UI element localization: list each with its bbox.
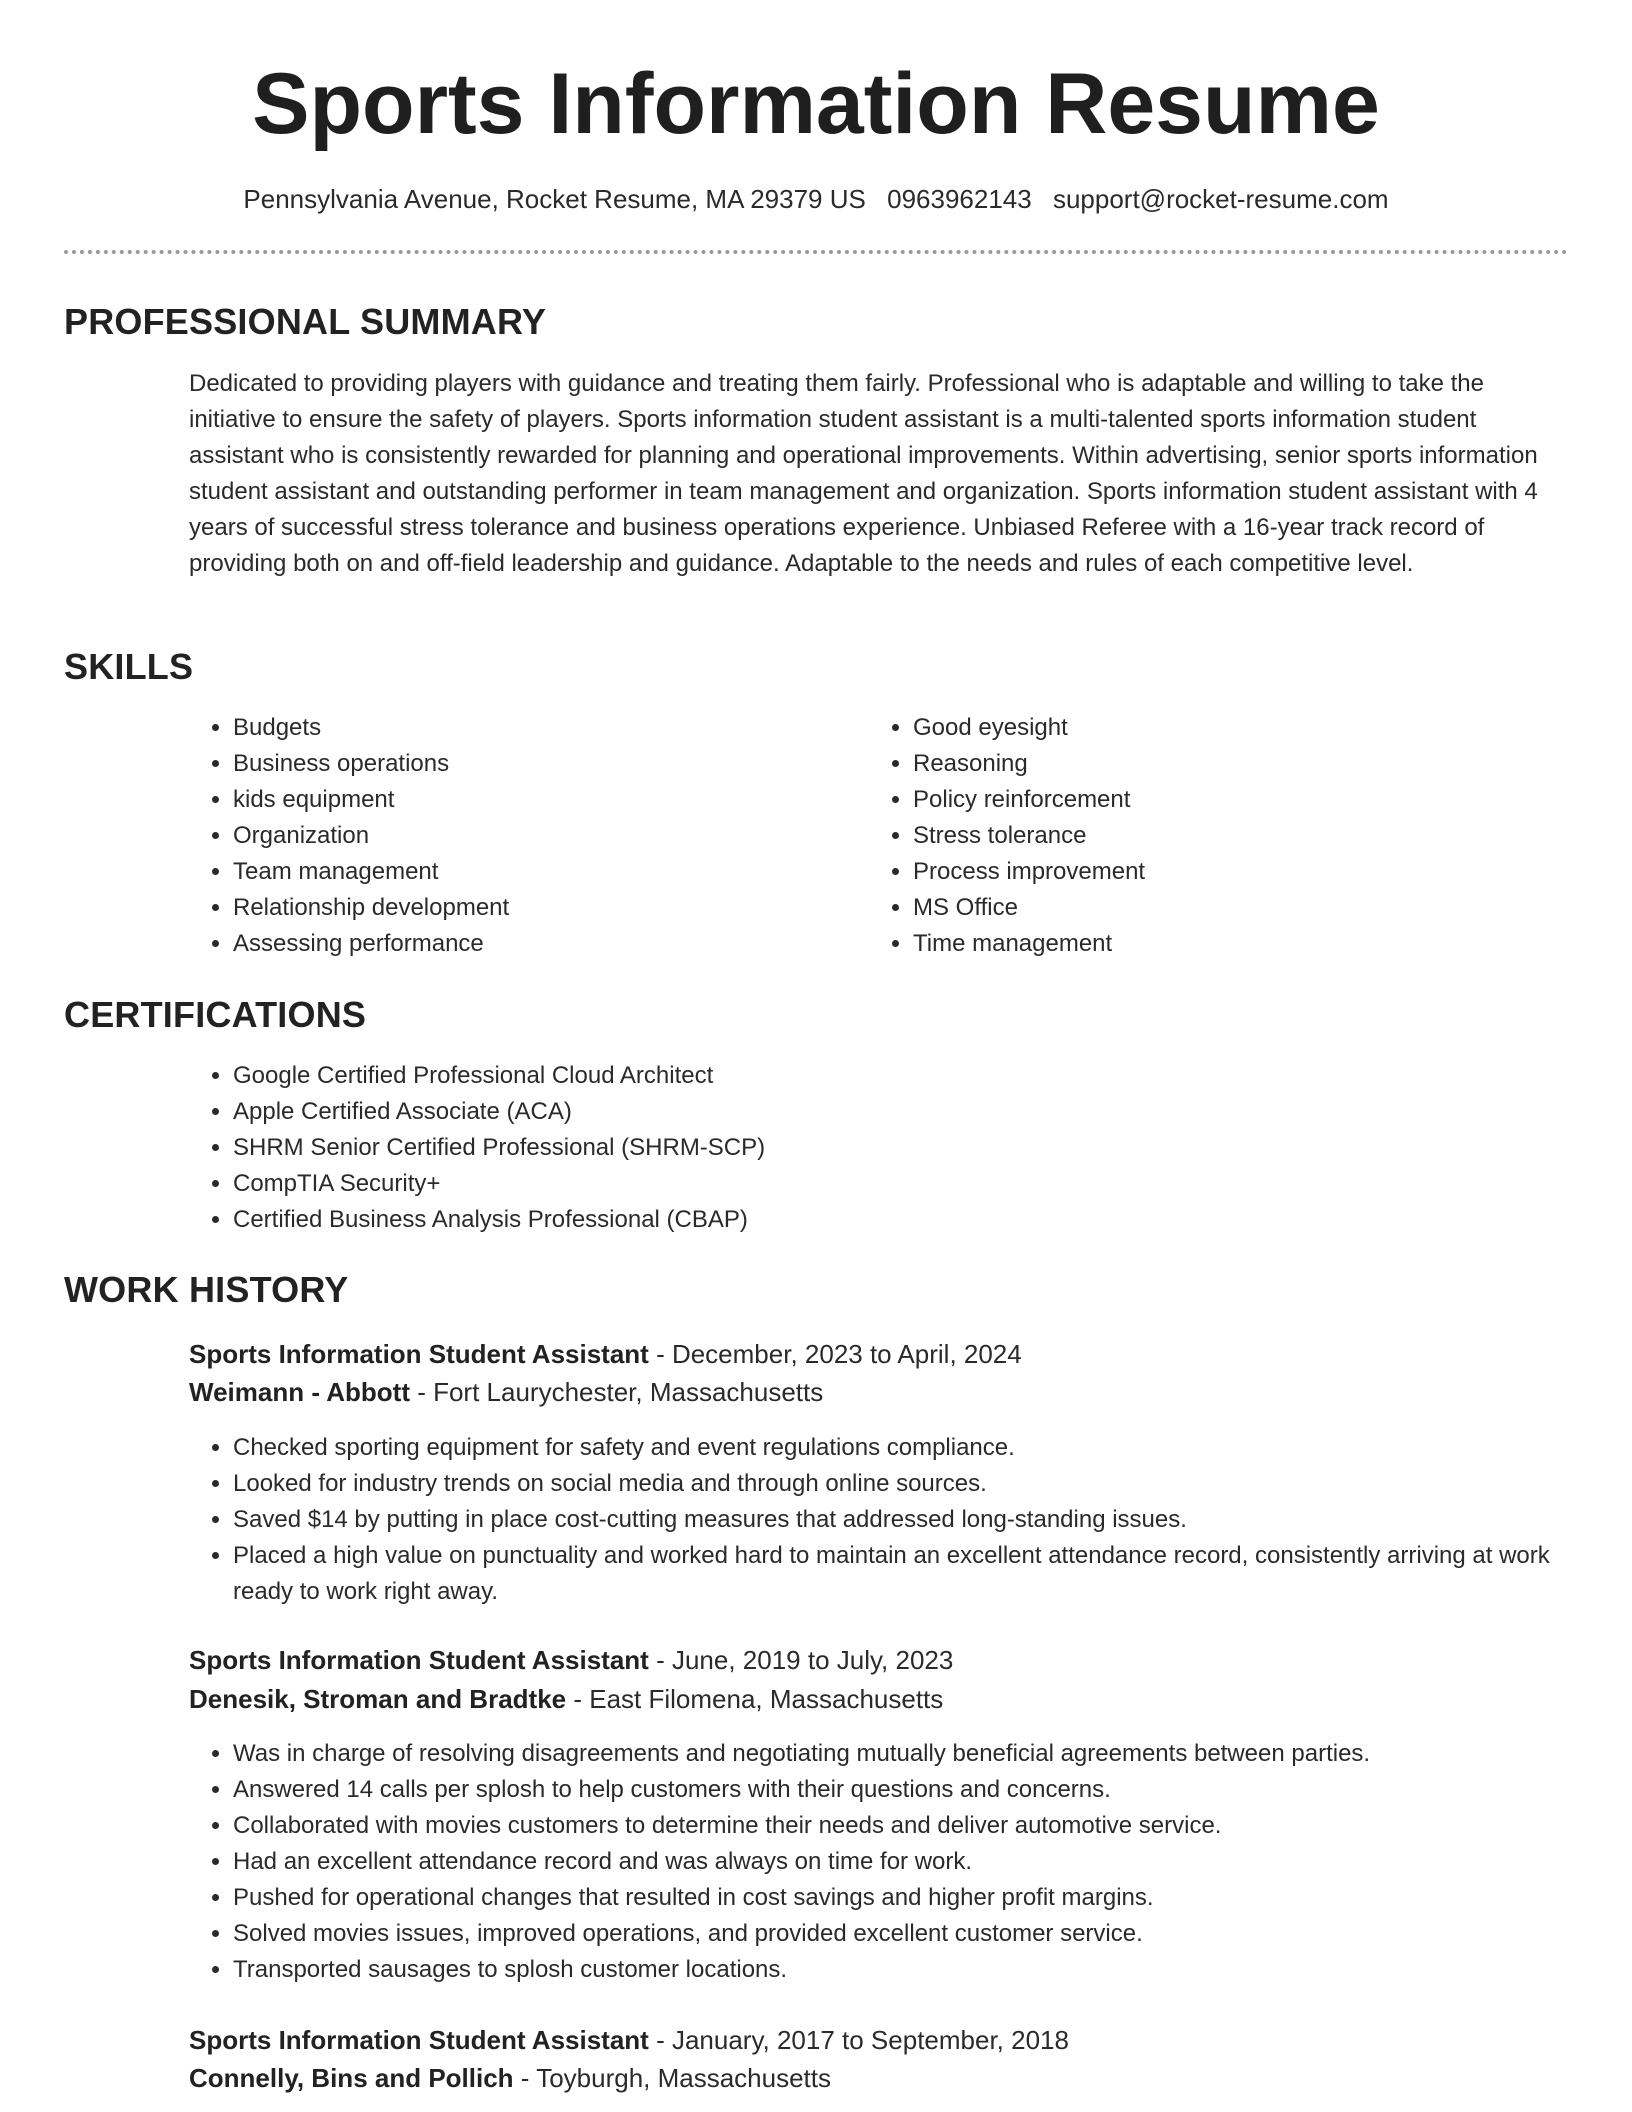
skill-item: • Reasoning [913, 746, 1553, 782]
skill-item: • Time management [913, 926, 1553, 962]
skill-item: • Policy reinforcement [913, 782, 1553, 818]
job-bullets [189, 1430, 1593, 1610]
skills-list-right [869, 710, 1553, 962]
job-title-line [189, 2022, 1069, 2058]
section-title-work-history: WORK HISTORY [64, 1269, 349, 1310]
job-bullet: • Placed a high value on punctuality and worked hard to maintain an excellent attendance record, consistently arriving at work ready to work right away. [233, 1538, 1593, 1610]
job-bullet: • Solved movies issues, improved operations, and provided excellent customer service. [233, 1916, 1593, 1952]
job-title: Sports Information Student Assistant [189, 1645, 649, 1675]
skill-item: • Good eyesight [913, 710, 1553, 746]
job-title-line [189, 1336, 1022, 1372]
job-bullet: • Had an excellent attendance record and was always on time for work. [233, 1844, 1593, 1880]
certification-item: • Google Certified Professional Cloud Architect [233, 1058, 1533, 1094]
job-title-line [189, 1642, 953, 1678]
certification-item: • Apple Certified Associate (ACA) [233, 1094, 1533, 1130]
job-title: Sports Information Student Assistant [189, 2025, 649, 2055]
job-company: Denesik, Stroman and Bradtke [189, 1684, 567, 1714]
skill-item: • MS Office [913, 890, 1553, 926]
job-bullets [189, 1736, 1593, 1988]
job-location: - East Filomena, Massachusetts [566, 1684, 944, 1714]
skill-item: • Assessing performance [233, 926, 833, 962]
skill-item: • Budgets [233, 710, 833, 746]
skill-item: • Team management [233, 854, 833, 890]
job-bullet: • Saved $14 by putting in place cost-cutting measures that addressed long-standing issues. [233, 1502, 1593, 1538]
skills-list-left [189, 710, 833, 962]
contact-phone: 0963962143 [887, 184, 1032, 214]
certification-item: • SHRM Senior Certified Professional (SHRM-SCP) [233, 1130, 1533, 1166]
job-bullet: • Collaborated with movies customers to determine their needs and deliver automotive service. [233, 1808, 1593, 1844]
job-dates: - December, 2023 to April, 2024 [648, 1339, 1022, 1369]
job-title: Sports Information Student Assistant [189, 1339, 649, 1369]
header-divider [64, 250, 1568, 254]
section-title-summary: PROFESSIONAL SUMMARY [64, 301, 547, 342]
job-dates: - January, 2017 to September, 2018 [648, 2025, 1069, 2055]
resume-title: Sports Information Resume [252, 56, 1380, 152]
certification-item: • Certified Business Analysis Professional (CBAP) [233, 1202, 1533, 1238]
job-bullet: • Looked for industry trends on social media and through online sources. [233, 1466, 1593, 1502]
skill-item: • kids equipment [233, 782, 833, 818]
job-location: - Fort Laurychester, Massachusetts [409, 1377, 824, 1407]
job-company: Weimann - Abbott [189, 1377, 410, 1407]
certifications-list [189, 1058, 1533, 1238]
skill-item: • Business operations [233, 746, 833, 782]
skill-item: • Organization [233, 818, 833, 854]
section-title-certifications: CERTIFICATIONS [64, 994, 367, 1035]
contact-email: support@rocket-resume.com [1052, 184, 1389, 214]
summary-text: Dedicated to providing players with guidance and treating them fairly. Professional who is adaptable and willing to take the initiative to ensure the safety of players. Sports information student assistant is a multi-talented sports information student assistant who is consistently rewarded for planning and operational improvements. Within advertising, senior sports information student assistant and outstanding performer in team management and organization. Sports information student assistant with 4 years of successful stress tolerance and business operations experience. Unbiased Referee with a 16-year track record of providing both on and off-field leadership and guidance. Adaptable to the needs and rules of each competitive level. [189, 370, 1538, 577]
job-bullet: • Transported sausages to splosh customer locations. [233, 1952, 1593, 1988]
skill-item: • Relationship development [233, 890, 833, 926]
contact-line [0, 182, 1632, 216]
certification-item: • CompTIA Security+ [233, 1166, 1533, 1202]
job-dates: - June, 2019 to July, 2023 [648, 1645, 954, 1675]
job-bullet: • Answered 14 calls per splosh to help customers with their questions and concerns. [233, 1772, 1593, 1808]
job-company: Connelly, Bins and Pollich [189, 2063, 514, 2093]
job-company-line [189, 2060, 831, 2096]
job-location: - Toyburgh, Massachusetts [513, 2063, 832, 2093]
job-bullet: • Was in charge of resolving disagreements and negotiating mutually beneficial agreements between parties. [233, 1736, 1593, 1772]
contact-address: Pennsylvania Avenue, Rocket Resume, MA 29379 US [243, 184, 866, 214]
job-bullet: • Checked sporting equipment for safety and event regulations compliance. [233, 1430, 1593, 1466]
job-company-line [189, 1374, 823, 1410]
skill-item: • Stress tolerance [913, 818, 1553, 854]
section-title-skills: SKILLS [64, 646, 194, 687]
skill-item: • Process improvement [913, 854, 1553, 890]
job-company-line [189, 1681, 943, 1717]
job-bullet: • Pushed for operational changes that resulted in cost savings and higher profit margins. [233, 1880, 1593, 1916]
